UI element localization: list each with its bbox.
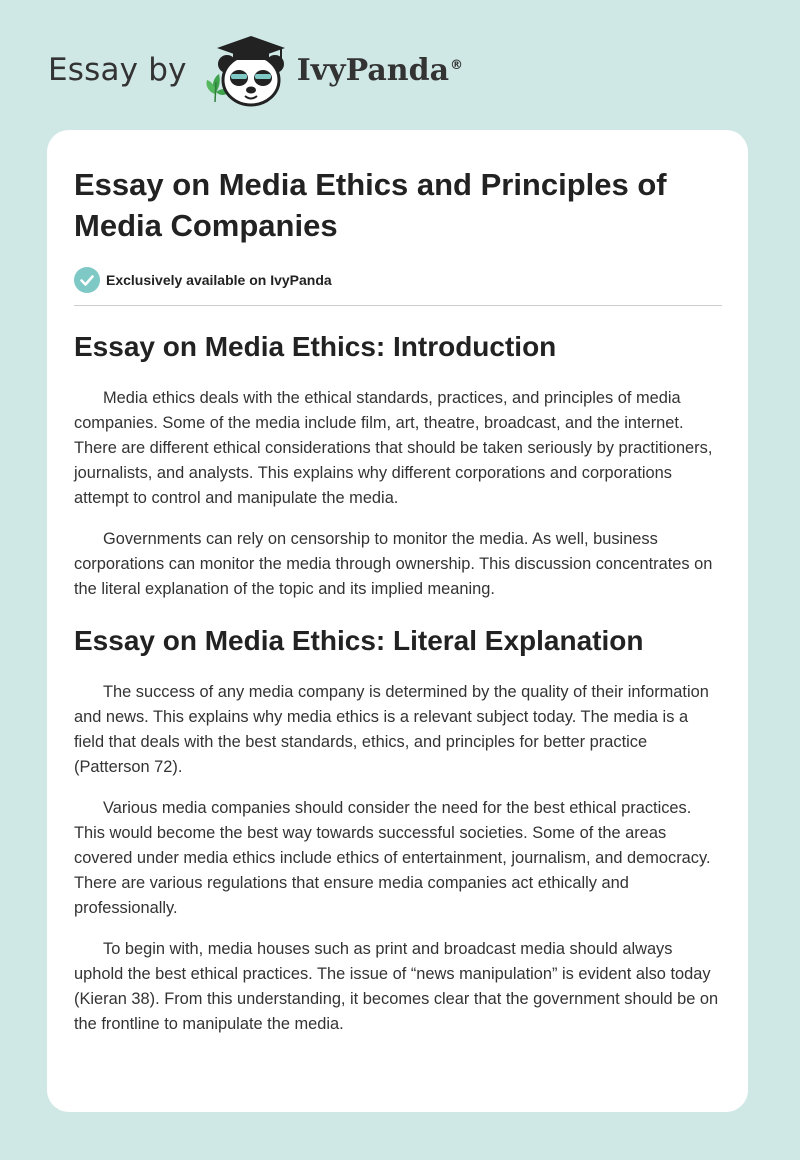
section-heading: Essay on Media Ethics: Introduction xyxy=(74,331,557,362)
brand-prefix: Essay by xyxy=(48,52,187,88)
site-brand[interactable] xyxy=(48,30,463,110)
paragraph: Various media companies should consider the need for the best ethical practices. This would become the best way towards successful societies. Some of the areas covered under media ethics include ethics of entertainment, journalism, and democracy. There are various regulations that ensure media companies act ethically and professionally. xyxy=(74,799,711,917)
paragraph: To begin with, media houses such as print and broadcast media should always uphold the best ethical practices. The issue of “news manipulation” is evident also today (Kieran 38). From this understanding, it becomes clear that the government should be on the frontline to manipulate the media. xyxy=(74,940,719,1033)
essay-title: Essay on Media Ethics and Principles of Media Companies xyxy=(74,167,667,243)
exclusive-badge xyxy=(74,267,722,293)
brand-name: IvyPanda® xyxy=(296,52,464,88)
section-heading: Essay on Media Ethics: Literal Explanation xyxy=(74,625,644,656)
essay-card xyxy=(47,130,748,1112)
section-introduction xyxy=(74,330,722,602)
badge-text: Exclusively available on IvyPanda xyxy=(106,272,332,288)
panda-logo-icon xyxy=(201,30,293,110)
paragraph: Governments can rely on censorship to monitor the media. As well, business corporations can monitor the media through ownership. This discussion concentrates on the literal explanation of the topic and its implied meaning. xyxy=(74,530,713,598)
paragraph: Media ethics deals with the ethical standards, practices, and principles of media companies. Some of the media include film, art, theatre, broadcast, and the internet. There are different ethical considerations that should be taken seriously by practitioners, journalists, and analysts. This explains why different corporations and corporations attempt to control and manipulate the media. xyxy=(74,389,713,507)
section-literal-explanation xyxy=(74,624,722,1037)
paragraph: The success of any media company is determined by the quality of their information and news. This explains why media ethics is a relevant subject today. The media is a field that deals with the best standards, ethics, and principles for better practice (Patterson 72). xyxy=(74,683,709,776)
check-circle-icon xyxy=(74,267,100,293)
title-divider xyxy=(74,305,722,306)
